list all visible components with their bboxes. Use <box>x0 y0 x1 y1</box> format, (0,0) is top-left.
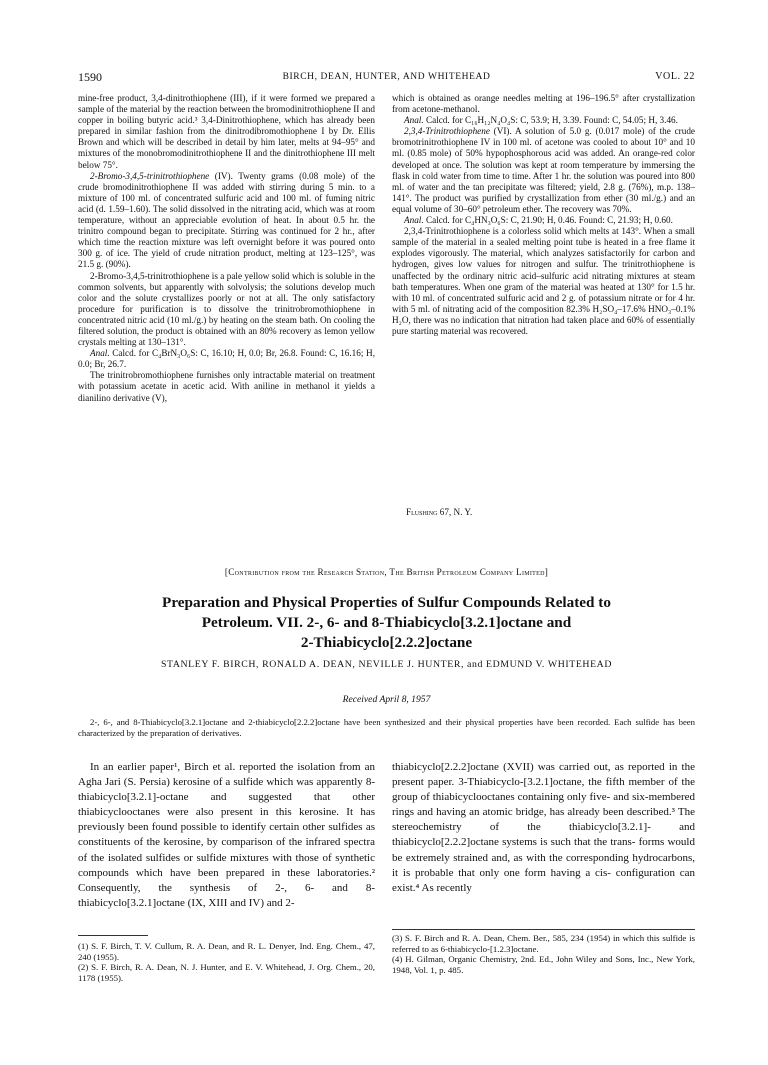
body-paragraph: thiabicyclo[2.2.2]octane (XVII) was carried out, as reported in the present paper. 3-Thiabicyclo-[3.2.1]octane, the fifth member of the group of thiabicyclooctanes containing only five- and six-membered rings and having an atomic bridge, has already been described.³ The stereochemistry of the thiabicyclo[3.2.1]- and thiabicyclo[2.2.2]octane systems is such that the trans- forms would be extremely strained and, as with the corresponding hydrocarbons, it is probable that only one form having a cis- configuration can exist.⁴ As recently <box>392 761 695 894</box>
body-right-column <box>392 760 695 896</box>
body-paragraph: In an earlier paper¹, Birch et al. reported the isolation from an Agha Jari (S. Persia) kerosine of a sulfide which was apparently 8-thiabicyclo[3.2.1]-octane and suggested that other thiabicyclooctanes were also present in this kerosine. It has previously been found possible to identify certain other sulfides as constituents of the kerosine, by comparison of the infrared spectra of the isolated sulfides or sulfide mixtures with those of synthetic compounds which have been prepared in these laboratories.² Consequently, the synthesis of 2-, 6- and 8-thiabicyclo[3.2.1]octane (IX, XIII and IV) and 2- <box>78 761 375 909</box>
article-title <box>78 593 695 653</box>
paragraph: 2,3,4-Trinitrothiophene (VI). A solution of 5.0 g. (0.017 mole) of the crude bromotrinitrothiophene IV in 100 ml. of acetone was cooled to about 10° and 10 ml. (0.85 mole) of 50% hypophosphorous acid was added. An orange-red color developed at once. The solution was kept at room temperature by immersing the flask in cold water from time to time. After 1 hr. the solution was poured into 800 ml. of water and the tan precipitate was filtered; yield, 2.8 g. (76%), m.p. 138–141°. The product was purified by crystallization from ether (30 ml./g.) and an equal volume of 30–60° petroleum ether. The recovery was 70%. <box>392 126 695 214</box>
title-line: Petroleum. VII. 2-, 6- and 8-Thiabicyclo[3.2.1]octane and <box>201 614 572 631</box>
body-left-column <box>78 760 375 911</box>
running-header <box>78 70 695 86</box>
page-number: 1590 <box>78 70 102 84</box>
address-signoff: Flushing 67, N. Y. <box>406 507 473 517</box>
author-list: STANLEY F. BIRCH, RONALD A. DEAN, NEVILLE J. HUNTER, and EDMUND V. WHITEHEAD <box>160 659 613 670</box>
footnotes-right <box>392 933 695 975</box>
footnote-rule <box>392 929 695 930</box>
experimental-left-column <box>78 93 375 404</box>
title-line: 2-Thiabicyclo[2.2.2]octane <box>300 634 473 651</box>
paragraph: 2-Bromo-3,4,5-trinitrothiophene (IV). Twenty grams (0.08 mole) of the crude bromodinitrothiophene II was added with stirring during 5 min. to a mixture of 100 ml. of concentrated sulfuric acid and 100 ml. of fuming nitric acid (d. 1.59–1.60). The solid dissolved in the nitrating acid, which was at room temperature, without an appreciable evolution of heat. In about 0.5 hr. the trinitro compound began to precipitate. Stirring was continued for 2 hr., after which time the reaction mixture was left overnight before it was poured onto 300 g. of ice. The yield of crude nitration product, melting at 123–125°, was 21.5 g. (90%). <box>78 170 375 270</box>
paragraph: which is obtained as orange needles melting at 196–196.5° after crystallization from acetone-methanol. <box>392 93 695 115</box>
compound-heading: 2-Bromo-3,4,5-trinitrothiophene <box>90 170 210 181</box>
analysis-paragraph: Anal. Calcd. for C₄BrN₃O₆S: C, 16.10; H, 0.0; Br, 26.8. Found: C, 16.16; H, 0.0; Br, 26.7. <box>78 348 375 370</box>
footnote: (4) H. Gilman, Organic Chemistry, 2nd. Ed., John Wiley and Sons, Inc., New York, 1948, Vol. 1, p. 485. <box>392 954 695 975</box>
running-title: BIRCH, DEAN, HUNTER, AND WHITEHEAD <box>282 72 491 82</box>
paragraph: 2,3,4-Trinitrothiophene is a colorless solid which melts at 143°. When a small sample of the material in a sealed melting point tube is heated in a free flame it explodes vigorously. The material, which analyzes satisfactorily for carbon and hydrogen, gives low values for nitrogen and sulfur. The trinitrothiophene is unaffected by the ordinary nitric acid–sulfuric acid nitrating mixtures at steam bath temperatures. When one gram of the material was heated at 130° for 1.5 hr. with 10 ml. of concentrated sulfuric acid and 2 g. of potassium nitrate or for 4 hr. with 5 ml. of nitrating acid of the composition 82.3% H₂SO₄–17.6% HNO₃–0.1% H₂O, there was no indication that nitration had taken place and 60% of essentially pure starting material was recovered. <box>392 226 695 336</box>
analysis-paragraph: Anal. Calcd. for C₁₆H₁₂N₄O₄S: C, 53.9; H, 3.39. Found: C, 54.05; H, 3.46. <box>404 115 678 126</box>
paragraph: mine-free product, 3,4-dinitrothiophene (III), if it were formed we prepared a sample of the material by the reaction between the bromodinitrothiophene II and copper in boiling butyric acid.³ 3,4-Dinitrothiophene, which has already been prepared in similar fashion from the dinitrodibromothiophene I by Dr. Ellis Brown and which will be described in detail by him later, melts at 94–95° and mixtures of the monobromodinitrothiophene II and the dinitrothiophene III melt below 75°. <box>78 93 375 170</box>
footnote: (1) S. F. Birch, T. V. Cullum, R. A. Dean, and R. L. Denyer, Ind. Eng. Chem., 47, 240 (1955). <box>78 941 375 962</box>
contribution-line: [Contribution from the Research Station, The British Petroleum Company Limited] <box>224 567 549 577</box>
footnote: (3) S. F. Birch and R. A. Dean, Chem. Ber., 585, 234 (1954) in which this sulfide is referred to as 6-thiabicyclo-[1.2.3]octane. <box>392 933 695 954</box>
analysis-paragraph: Anal. Calcd. for C₄HN₃O₆S: C, 21.90; H, 0.46. Found: C, 21.93; H, 0.60. <box>404 215 673 226</box>
paragraph: 2-Bromo-3,4,5-trinitrothiophene is a pale yellow solid which is soluble in the common solvents, but apparently with solvolysis; the solutions develop much color and the solute crystallizes poorly or not at all. The only satisfactory procedure for purification is to dissolve the trinitrobromothiophene in concentrated nitric acid (10 ml./g.) by heating on the steam bath. On cooling the filtered solution, the product is obtained with an 80% recovery as lemon yellow crystals melting at 130–131°. <box>78 270 375 348</box>
footnotes-left <box>78 941 375 983</box>
experimental-right-column <box>392 93 695 337</box>
paragraph: The trinitrobromothiophene furnishes only intractable material on treatment with potassium acetate in acetic acid. With aniline in methanol it yields a dianilino derivative (V), <box>78 370 375 403</box>
abstract: 2-, 6-, and 8-Thiabicyclo[3.2.1]octane and 2-thiabicyclo[2.2.2]octane have been synthesized and their physical properties have been recorded. Each sulfide has been characterized by the preparation of derivatives. <box>78 717 695 738</box>
compound-heading: 2,3,4-Trinitrothiophene <box>404 126 490 137</box>
footnote-rule <box>78 935 148 936</box>
footnote: (2) S. F. Birch, R. A. Dean, N. J. Hunter, and E. V. Whitehead, J. Org. Chem., 20, 1178 (1955). <box>78 962 375 983</box>
title-line: Preparation and Physical Properties of Sulfur Compounds Related to <box>162 594 611 611</box>
volume-label: VOL. 22 <box>655 71 695 82</box>
received-date: Received April 8, 1957 <box>342 694 431 705</box>
